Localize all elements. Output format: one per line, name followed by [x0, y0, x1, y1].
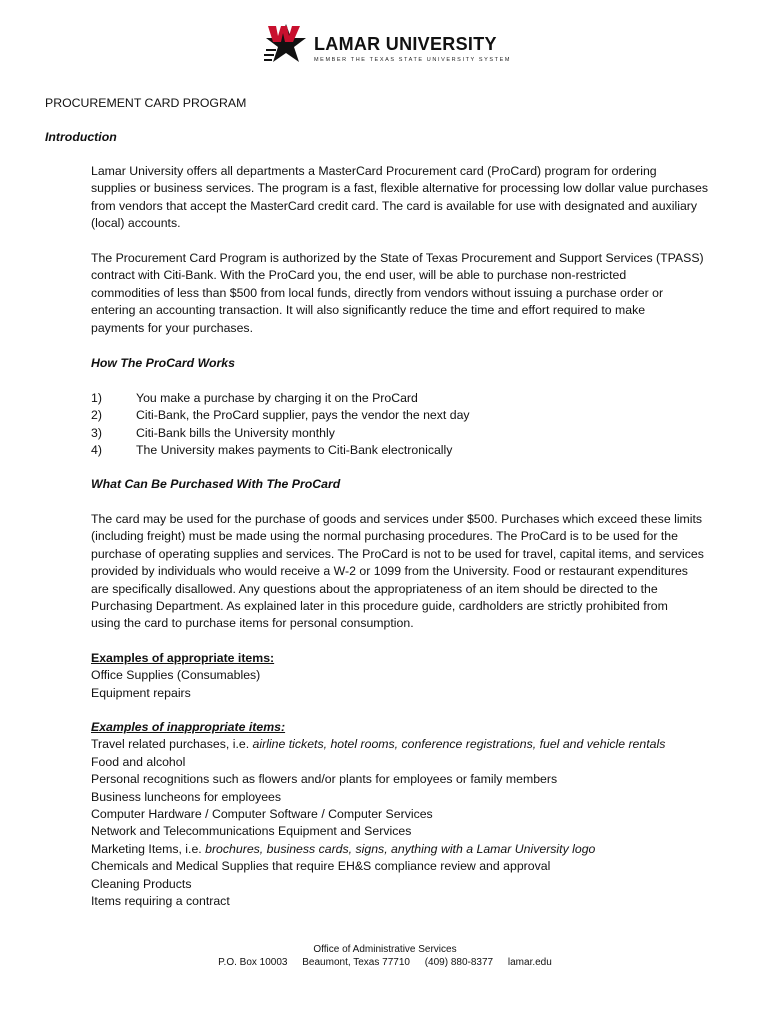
intro-paragraph-1 [91, 163, 731, 233]
list-item: Business luncheons for employees [91, 789, 282, 804]
step-text: You make a purchase by charging it on the ProCard [136, 391, 418, 405]
logo-university-name: LAMAR UNIVERSITY [314, 34, 497, 54]
paragraph-line: Purchasing Department. As explained later in this procedure guide, cardholders are strictly prohibited from [91, 599, 668, 614]
document-heading: PROCUREMENT CARD PROGRAM [45, 96, 247, 110]
intro-heading: Introduction [45, 130, 117, 144]
appropriate-items-heading: Examples of appropriate items: [91, 651, 275, 665]
inappropriate-items-list [91, 719, 665, 910]
paragraph-line: provided by individuals who would receive a W-2 or 1099 from the University. Food or restaurant expenditures [91, 564, 688, 579]
how-procard-works-heading: How The ProCard Works [91, 356, 235, 370]
appropriate-items-list [91, 650, 274, 702]
paragraph-line: (including freight) must be made using the normal purchasing procedures. The ProCard is to be used for the [91, 529, 678, 544]
list-item [91, 736, 665, 753]
paragraph-line: payments for your purchases. [91, 320, 253, 335]
paragraph-line: are specifically disallowed. Any questions about the appropriateness of an item should be directed to the [91, 581, 658, 596]
list-item: Chemicals and Medical Supplies that require EH&S compliance review and approval [91, 859, 551, 874]
paragraph-line: purchase of operating supplies and services. The ProCard is not to be used for travel, capital items, and services [91, 546, 704, 561]
step-number: 2) [91, 408, 102, 423]
list-item [91, 841, 665, 858]
page-footer [0, 943, 770, 969]
lamar-star-logo-icon [262, 20, 310, 68]
item-examples: airline tickets, hotel rooms, conference registrations, fuel and vehicle rentals [252, 737, 666, 752]
list-item: Equipment repairs [91, 685, 191, 700]
paragraph-line: supplies or business services. The program is a fast, flexible alternative for processing low dollar value purchases [91, 181, 708, 196]
paragraph-line: commodities of less than $500 from local funds, directly from vendors without issuing a purchase order or [91, 285, 664, 300]
item-text: Marketing Items, i.e. [91, 841, 206, 856]
paragraph-line: from vendors that accept the MasterCard credit card. The card is available for use with designated and auxiliary [91, 198, 698, 213]
paragraph-line: contract with Citi-Bank. With the ProCard you, the end user, will be able to purchase non-restricted [91, 268, 627, 283]
paragraph-line: using the card to purchase items for personal consumption. [91, 616, 414, 631]
step-number: 3) [91, 425, 102, 440]
footer-phone: (409) 880-8377 [424, 957, 494, 968]
list-item: Personal recognitions such as flowers and/or plants for employees or family members [91, 772, 558, 787]
list-item: Computer Hardware / Computer Software / Computer Services [91, 806, 433, 821]
item-examples: brochures, business cards, signs, anything with a Lamar University logo [205, 841, 596, 856]
inappropriate-items-heading: Examples of inappropriate items: [91, 720, 286, 734]
list-item: Network and Telecommunications Equipment and Services [91, 824, 412, 839]
paragraph-line: (local) accounts. [91, 216, 181, 231]
list-item: Cleaning Products [91, 876, 192, 891]
paragraph-line: entering an accounting transaction. It will also significantly reduce the time and effort required to make [91, 303, 646, 318]
step-text: Citi-Bank bills the University monthly [136, 425, 335, 440]
what-can-be-purchased-heading: What Can Be Purchased With The ProCard [91, 477, 341, 491]
purchase-rules-paragraph [91, 511, 731, 633]
list-item: Items requiring a contract [91, 893, 230, 908]
list-item: Food and alcohol [91, 754, 186, 769]
step-text: The University makes payments to Citi-Bank electronically [136, 443, 453, 458]
logo-member-text: MEMBER THE TEXAS STATE UNIVERSITY SYSTEM [314, 57, 512, 63]
intro-paragraph-2 [91, 250, 731, 337]
step-number: 4) [91, 443, 102, 458]
paragraph-line: The card may be used for the purchase of goods and services under $500. Purchases which exceed these limits [91, 512, 703, 526]
footer-pobox: P.O. Box 10003 [218, 957, 288, 968]
university-logo [262, 20, 512, 70]
paragraph-line: Lamar University offers all departments a MasterCard Procurement card (ProCard) program for ordering [91, 164, 657, 178]
step-text: Citi-Bank, the ProCard supplier, pays the vendor the next day [136, 408, 470, 423]
item-text: Travel related purchases, i.e. [91, 737, 253, 752]
step-number: 1) [91, 391, 102, 405]
footer-office: Office of Administrative Services [313, 944, 457, 955]
list-item: Office Supplies (Consumables) [91, 668, 261, 683]
footer-contact [0, 956, 770, 969]
footer-website-link[interactable]: lamar.edu [507, 957, 552, 968]
paragraph-line: The Procurement Card Program is authorized by the State of Texas Procurement and Support Services (TPASS) [91, 251, 704, 265]
footer-city: Beaumont, Texas 77710 [302, 957, 410, 968]
